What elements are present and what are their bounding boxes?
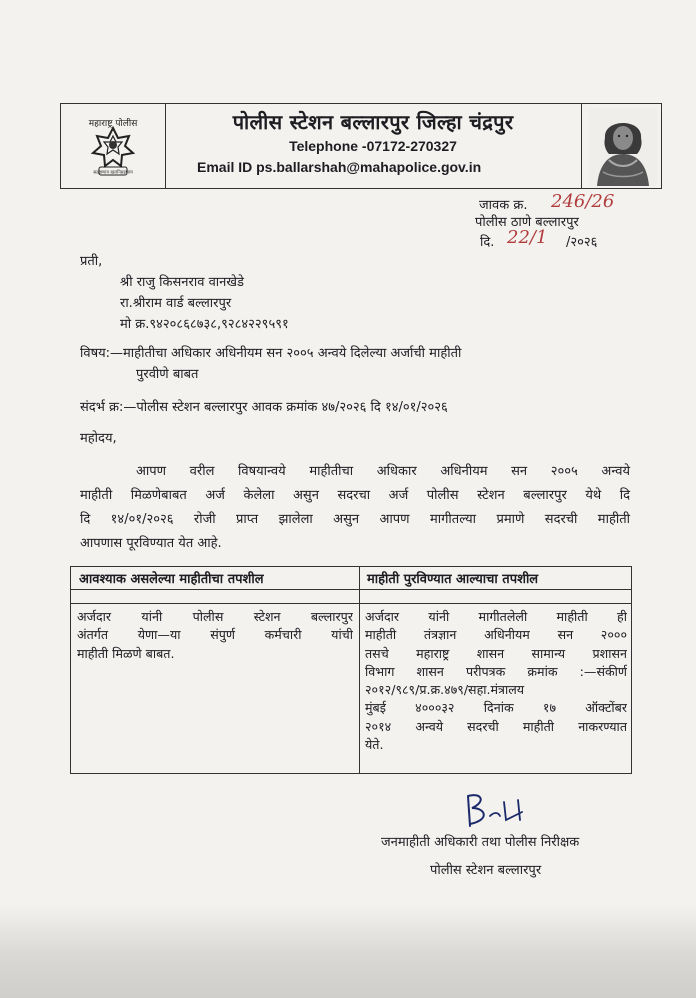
emblem-text-top: महाराष्ट्र पोलीस bbox=[88, 119, 138, 129]
reference-line: संदर्भ क्र:—पोलीस स्टेशन बल्लारपुर आवक क्रमांक ४७/२०२६ दि १४/०१/२०२६ bbox=[80, 400, 448, 415]
info-table bbox=[70, 566, 632, 774]
signature-image bbox=[460, 790, 530, 832]
body-line-2: माहीती मिळणेबाबत अर्ज केलेला असुन सदरचा अर्ज पोलीस स्टेशन बल्लारपुर येथे दि bbox=[80, 488, 630, 503]
table-cell-line: मुंबई ४०००३२ दिनांक १७ ऑक्टोंबर bbox=[365, 700, 627, 716]
table-cell-line: येते. bbox=[365, 737, 384, 753]
letterhead bbox=[60, 103, 662, 189]
table-cell-line: माहीती मिळणे बाबत. bbox=[77, 645, 175, 661]
portrait-image bbox=[589, 108, 657, 186]
table-header-required-info: आवश्याक असलेल्या माहीतीचा तपशील bbox=[79, 572, 264, 587]
table-cell-line: २०१२/९८९/प्र.क्र.४७९/सहा.मंत्रालय bbox=[365, 682, 525, 698]
table-cell-required-info bbox=[77, 608, 353, 663]
recipient-mobile: मो क्र.९४२०८६८७३८,९२८४२२९५९१ bbox=[120, 317, 289, 332]
table-cell-line: विभाग शासन परीपत्रक क्रमांक :—संकीर्ण bbox=[365, 663, 627, 679]
to-label: प्रती, bbox=[80, 254, 103, 269]
body-line-3: दि १४/०१/२०२६ रोजी प्राप्त झालेला असुन आपण मागीतल्या प्रमाणे सदरची माहीती bbox=[80, 512, 630, 527]
table-header-rule bbox=[71, 589, 631, 590]
scan-shadow bbox=[0, 905, 696, 998]
recipient-name: श्री राजु किसनराव वानखेडे bbox=[120, 275, 244, 290]
letterhead-email: Email ID ps.ballarshah@mahapolice.gov.in bbox=[197, 159, 482, 175]
date-label: दि. bbox=[480, 235, 495, 250]
table-cell-line: २०१४ अन्वये सदरची माहीती नाकरण्यात bbox=[365, 718, 627, 734]
table-header-provided-info: माहीती पुरविण्यात आल्याचा तपशील bbox=[367, 572, 539, 587]
table-cell-line: तसचे महाराष्ट्र शासन सामान्य प्रशासन bbox=[365, 645, 627, 661]
letterhead-telephone: Telephone -07172-270327 bbox=[289, 138, 457, 154]
table-header-rule-2 bbox=[71, 603, 631, 604]
date-year: /२०२६ bbox=[566, 235, 598, 250]
emblem-text-bottom: सद्रक्षणाय खलनिग्रहणाय bbox=[93, 170, 133, 176]
salutation: महोदय, bbox=[80, 431, 117, 446]
subject-line-1: विषय:—माहीतीचा अधिकार अधिनीयम सन २००५ अन्वये दिलेल्या अर्जाची माहीती bbox=[80, 346, 462, 361]
table-cell-line: माहीती तंत्रज्ञान अधिनीयम सन २००० bbox=[365, 627, 627, 643]
table-cell-line: अर्जदार यांनी पोलीस स्टेशन बल्लारपुर bbox=[77, 609, 353, 624]
signatory-designation: जनमाहीती अधिकारी तथा पोलीस निरीक्षक bbox=[381, 835, 580, 850]
letterhead-divider-right bbox=[581, 104, 582, 188]
station-name: पोलीस ठाणे बल्लारपुर bbox=[475, 215, 579, 230]
police-emblem-icon bbox=[69, 114, 157, 180]
subject-line-2: पुरवीणे बाबत bbox=[136, 367, 199, 382]
table-column-divider bbox=[359, 567, 360, 773]
body-line-1: आपण वरील विषयान्वये माहीतीचा अधिकार अधिनीयम सन २००५ अन्वये bbox=[136, 464, 630, 479]
date-handwritten: 22/1 bbox=[507, 227, 548, 248]
table-cell-provided-info bbox=[365, 608, 627, 754]
body-line-4: आपणास पूरविण्यात येत आहे. bbox=[80, 536, 222, 551]
letterhead-title: पोलीस स्टेशन बल्लारपुर जिल्हा चंद्रपुर bbox=[232, 110, 514, 134]
outward-number: 246/26 bbox=[551, 191, 615, 212]
table-cell-line: अंतर्गत येणा—या संपुर्ण कर्मचारी यांची bbox=[77, 627, 353, 643]
table-cell-line: अर्जदार यांनी मागीतलेली माहीती ही bbox=[365, 609, 627, 624]
recipient-address: रा.श्रीराम वार्ड बल्लारपुर bbox=[120, 296, 232, 311]
outward-label: जावक क्र. bbox=[479, 198, 528, 213]
signatory-station: पोलीस स्टेशन बल्लारपुर bbox=[430, 863, 542, 878]
